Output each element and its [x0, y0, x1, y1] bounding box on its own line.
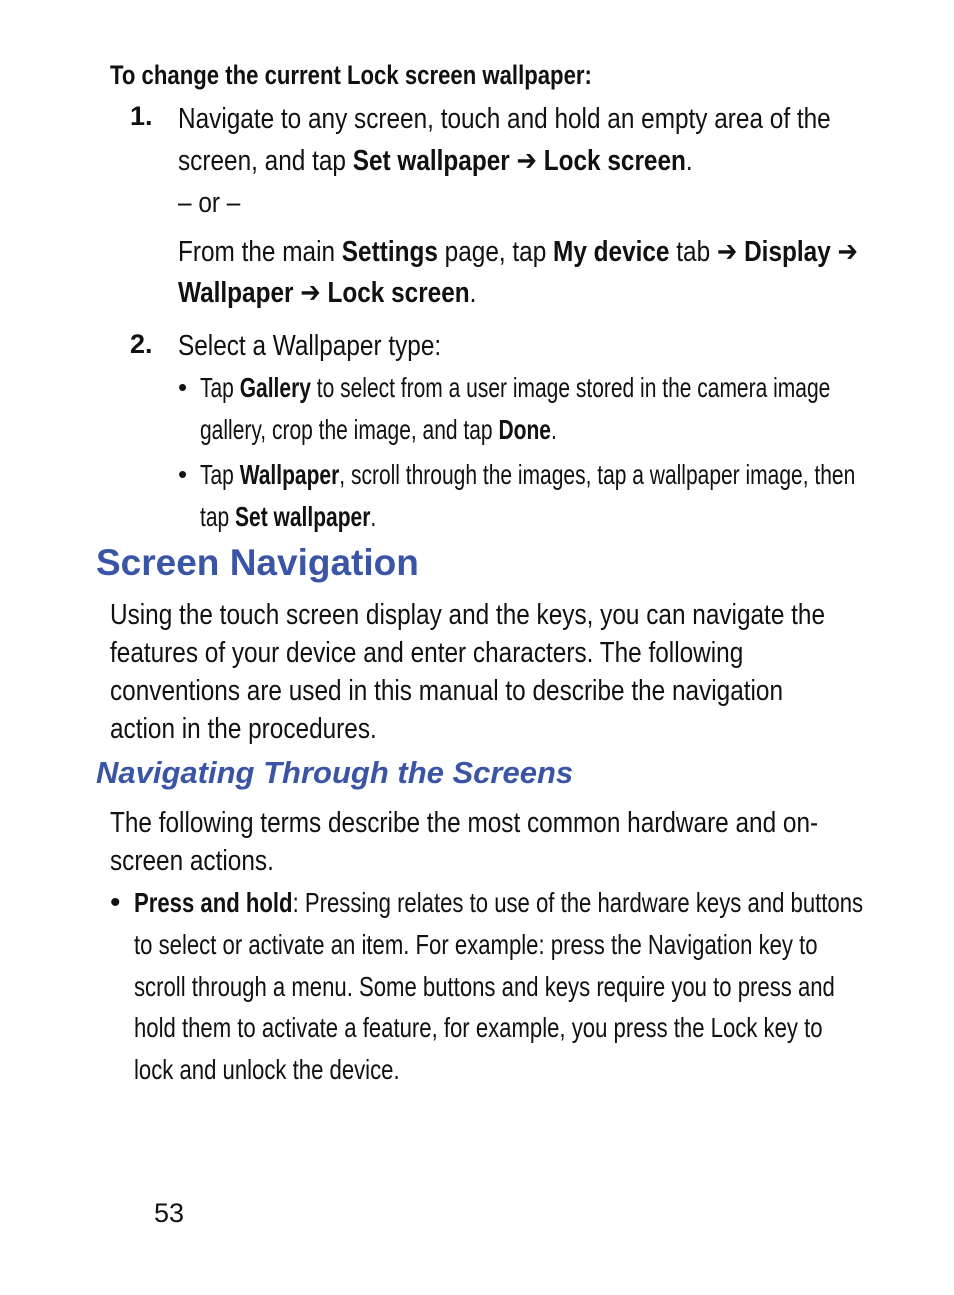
- arrow-icon: ➔: [716, 236, 738, 268]
- lock-screen-term: Lock screen: [543, 145, 686, 177]
- wallpaper-term: Wallpaper: [239, 459, 340, 490]
- bullet-icon: •: [110, 886, 121, 919]
- step-1-line-1: Navigate to any screen, touch and hold an empty area of the: [178, 103, 831, 135]
- wallpaper-term: Wallpaper: [178, 277, 294, 309]
- step-2-text: Select a Wallpaper type:: [178, 330, 442, 362]
- gallery-bullet-line-2: gallery, crop the image, and tap Done.: [200, 414, 557, 445]
- press-hold-line-4: hold them to activate a feature, for example, you press the Lock key to: [134, 1012, 823, 1043]
- step-1-number: 1.: [130, 101, 153, 131]
- bullet-icon: •: [178, 372, 188, 402]
- page-number: 53: [154, 1198, 185, 1228]
- my-device-term: My device: [553, 236, 670, 268]
- subsection-title: Navigating Through the Screens: [96, 755, 574, 790]
- gallery-bullet-line-1: Tap Gallery to select from a user image stored in the camera image: [200, 372, 831, 403]
- section-title: Screen Navigation: [96, 542, 419, 583]
- gallery-term: Gallery: [239, 372, 311, 403]
- section-paragraph: [110, 596, 954, 748]
- paragraph-line: features of your device and enter characters. The following: [110, 637, 744, 669]
- press-hold-line-5: lock and unlock the device.: [134, 1054, 400, 1085]
- subsection-paragraph: [110, 804, 953, 880]
- or-separator: – or –: [178, 187, 241, 219]
- press-and-hold-term: Press and hold: [134, 887, 293, 918]
- paragraph-line: Using the touch screen display and the keys, you can navigate the: [110, 599, 826, 631]
- step-2-number: 2.: [130, 329, 153, 359]
- lock-screen-term: Lock screen: [327, 277, 470, 309]
- instructions-heading: To change the current Lock screen wallpaper:: [110, 60, 592, 90]
- arrow-icon: ➔: [516, 145, 537, 177]
- settings-term: Settings: [341, 236, 438, 268]
- paragraph-line: The following terms describe the most common hardware and on-: [110, 807, 819, 839]
- wallpaper-bullet-line-2: tap Set wallpaper.: [200, 501, 377, 532]
- arrow-icon: ➔: [837, 236, 858, 268]
- set-wallpaper-term: Set wallpaper: [352, 145, 510, 177]
- step-1-alt-line-2: Wallpaper ➔ Lock screen.: [178, 277, 477, 309]
- set-wallpaper-term: Set wallpaper: [235, 501, 371, 532]
- done-term: Done: [498, 414, 551, 445]
- step-1-line-2: screen, and tap Set wallpaper ➔ Lock screen.: [178, 145, 693, 177]
- paragraph-line: conventions are used in this manual to describe the navigation: [110, 675, 784, 707]
- press-hold-line-1: Press and hold: Pressing relates to use of the hardware keys and buttons: [134, 887, 864, 918]
- display-term: Display: [744, 236, 831, 268]
- paragraph-line: action in the procedures.: [110, 713, 377, 745]
- step-1-alt-line-1: From the main Settings page, tap My device tab ➔ Display ➔: [178, 236, 858, 268]
- bullet-icon: •: [178, 459, 188, 489]
- paragraph-line: screen actions.: [110, 845, 274, 877]
- wallpaper-bullet-line-1: Tap Wallpaper, scroll through the images, tap a wallpaper image, then: [200, 459, 856, 490]
- press-hold-line-3: scroll through a menu. Some buttons and keys require you to press and: [134, 971, 835, 1002]
- arrow-icon: ➔: [300, 277, 321, 309]
- press-hold-line-2: to select or activate an item. For example: press the Navigation key to: [134, 929, 818, 960]
